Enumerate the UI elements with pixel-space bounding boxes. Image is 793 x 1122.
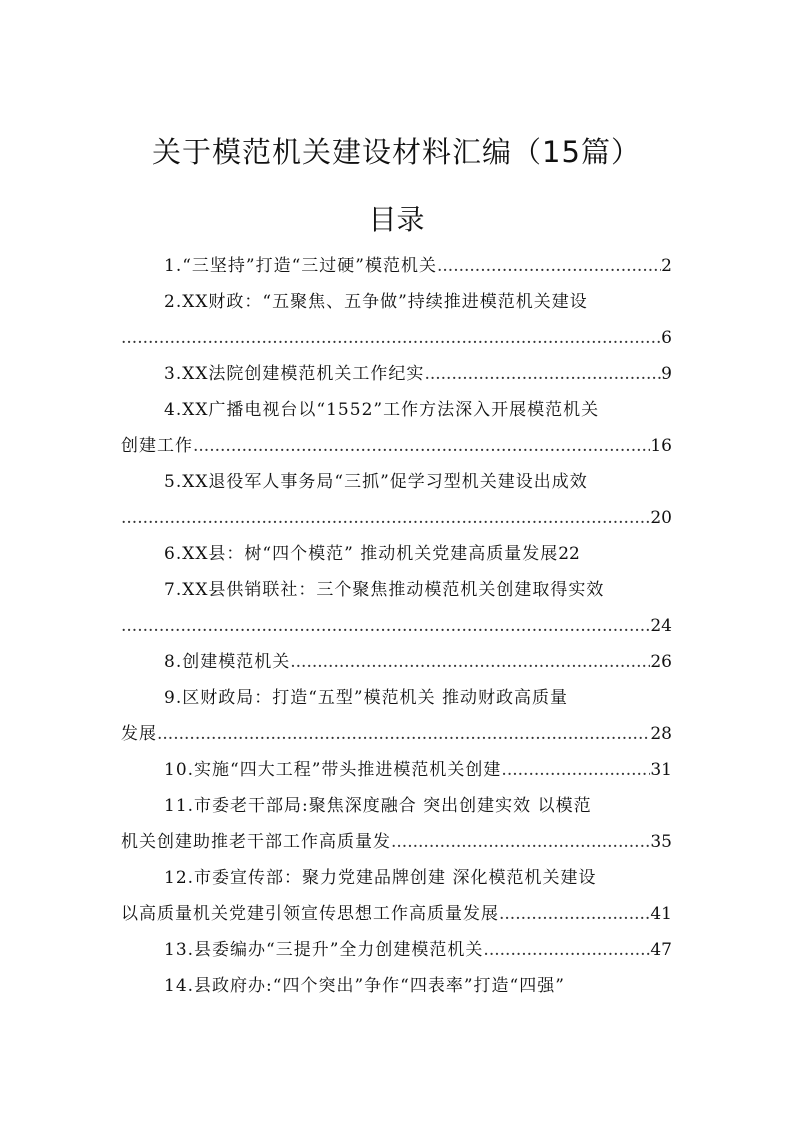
dot-leader — [424, 359, 661, 389]
toc-page-number: 28 — [650, 724, 672, 744]
toc-entry-1[interactable] — [121, 251, 672, 281]
dot-leader — [501, 755, 650, 785]
toc-page-number: 16 — [650, 436, 672, 456]
toc-entry-text-continued: 以高质量机关党建引领宣传思想工作高质量发展 — [121, 904, 499, 924]
toc-entry-13[interactable] — [121, 935, 672, 965]
toc-entry-text: 2.XX财政：“五聚焦、五争做”持续推进模范机关建设 — [164, 292, 588, 312]
toc-entry-5[interactable] — [121, 467, 672, 533]
toc-entry-2[interactable] — [121, 287, 672, 353]
toc-entry-text: 9.区财政局：打造“五型”模范机关 推动财政高质量 — [164, 688, 569, 708]
toc-entry-7[interactable] — [121, 575, 672, 641]
dot-leader — [193, 431, 650, 461]
toc-page-number: 31 — [650, 760, 672, 780]
table-of-contents — [121, 251, 672, 1007]
dot-leader — [499, 899, 650, 929]
toc-entry-14[interactable] — [121, 971, 672, 1001]
toc-page-number: 9 — [661, 364, 672, 384]
toc-entry-9[interactable] — [121, 683, 672, 749]
toc-entry-text: 3.XX法院创建模范机关工作纪实 — [164, 364, 425, 384]
toc-entry-text: 12.市委宣传部：聚力党建品牌创建 深化模范机关建设 — [164, 868, 597, 888]
document-title: 关于模范机关建设材料汇编（15篇） — [152, 135, 641, 169]
toc-entry-text: 11.市委老干部局:聚焦深度融合 突出创建实效 以模范 — [164, 796, 592, 816]
toc-entry-text-continued: 机关创建助推老干部工作高质量发 — [121, 832, 391, 852]
toc-page-number: 41 — [650, 904, 672, 924]
dot-leader — [121, 611, 650, 641]
toc-entry-text: 13.县委编办“三提升”全力创建模范机关 — [164, 940, 484, 960]
toc-entry-text: 4.XX广播电视台以“1552”工作方法深入开展模范机关 — [164, 400, 600, 420]
toc-entry-text: 7.XX县供销联社：三个聚焦推动模范机关创建取得实效 — [164, 580, 605, 600]
toc-entry-text: 8.创建模范机关 — [164, 652, 291, 672]
toc-page-number: 47 — [650, 940, 672, 960]
toc-entry-text: 10.实施“四大工程”带头推进模范机关创建 — [164, 760, 502, 780]
toc-entry-4[interactable] — [121, 395, 672, 461]
dot-leader — [121, 323, 661, 353]
toc-entry-text-continued: 创建工作 — [121, 436, 193, 456]
toc-entry-10[interactable] — [121, 755, 672, 785]
toc-page-number: 26 — [650, 652, 672, 672]
toc-page-number: 35 — [650, 832, 672, 852]
toc-entry-text: 5.XX退役军人事务局“三抓”促学习型机关建设出成效 — [164, 472, 588, 492]
toc-entry-text: 14.县政府办:“四个突出”争作“四表率”打造“四强” — [164, 976, 565, 996]
toc-entry-3[interactable] — [121, 359, 672, 389]
toc-page-number: 24 — [650, 616, 672, 636]
dot-leader — [290, 647, 650, 677]
toc-entry-8[interactable] — [121, 647, 672, 677]
toc-page-number: 20 — [650, 508, 672, 528]
toc-page-number: 2 — [661, 256, 672, 276]
toc-entry-text: 1.“三坚持”打造“三过硬”模范机关 — [164, 256, 437, 276]
toc-entry-text: 6.XX县：树“四个模范” 推动机关党建高质量发展 — [164, 544, 559, 564]
toc-entry-12[interactable] — [121, 863, 672, 929]
dot-leader — [437, 251, 661, 281]
toc-page-number: 6 — [661, 328, 672, 348]
toc-entry-11[interactable] — [121, 791, 672, 857]
toc-page-number: 22 — [558, 544, 580, 564]
dot-leader — [483, 935, 650, 965]
dot-leader — [391, 827, 650, 857]
toc-entry-text-continued: 发展 — [121, 724, 157, 744]
dot-leader — [157, 719, 650, 749]
dot-leader — [121, 503, 650, 533]
toc-heading: 目录 — [368, 203, 425, 236]
toc-entry-6[interactable] — [121, 539, 672, 569]
